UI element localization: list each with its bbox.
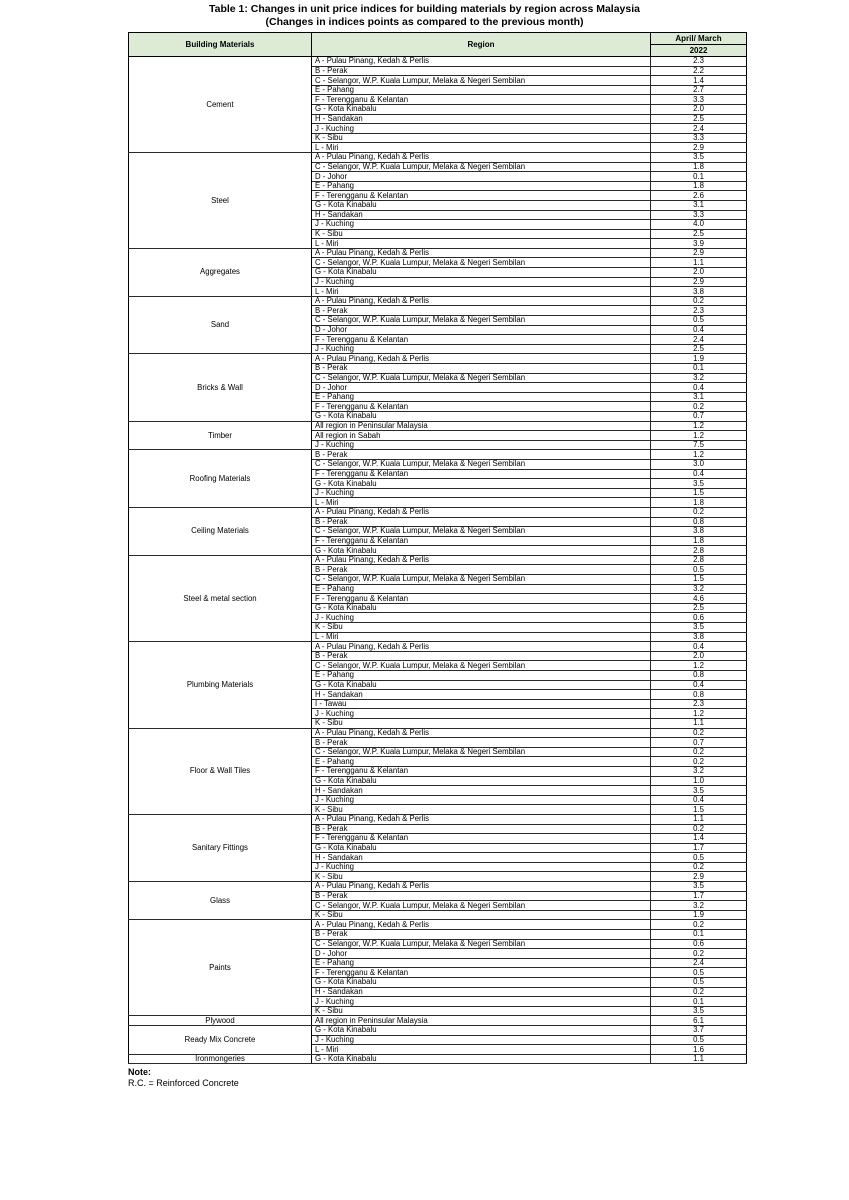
region-cell: J - Kuching	[312, 344, 651, 354]
value-cell: 2.6	[651, 191, 747, 201]
value-cell: 1.0	[651, 776, 747, 786]
value-cell: 0.2	[651, 296, 747, 306]
region-cell: B - Perak	[312, 66, 651, 76]
table-row	[129, 882, 747, 892]
region-cell: K - Sibu	[312, 1006, 651, 1016]
value-cell: 4.6	[651, 594, 747, 604]
value-cell: 0.2	[651, 728, 747, 738]
region-cell: C - Selangor, W.P. Kuala Lumpur, Melaka & Negeri Sembilan	[312, 373, 651, 383]
material-cell: Steel	[129, 152, 312, 248]
value-cell: 3.2	[651, 584, 747, 594]
region-cell: L - Miri	[312, 287, 651, 297]
region-cell: A - Pulau Pinang, Kedah & Perlis	[312, 728, 651, 738]
table-row	[129, 920, 747, 930]
material-cell: Steel & metal section	[129, 555, 312, 641]
value-cell: 2.0	[651, 268, 747, 278]
region-cell: F - Terengganu & Kelantan	[312, 766, 651, 776]
region-cell: D - Johor	[312, 172, 651, 182]
value-cell: 3.3	[651, 95, 747, 105]
value-cell: 0.5	[651, 978, 747, 988]
value-cell: 0.2	[651, 402, 747, 412]
value-cell: 2.5	[651, 229, 747, 239]
table-body	[129, 57, 747, 1064]
table-row	[129, 1025, 747, 1035]
value-cell: 1.8	[651, 162, 747, 172]
region-cell: B - Perak	[312, 824, 651, 834]
region-cell: B - Perak	[312, 364, 651, 374]
table-row	[129, 1054, 747, 1064]
region-cell: F - Terengganu & Kelantan	[312, 968, 651, 978]
region-cell: E - Pahang	[312, 85, 651, 95]
table-row	[129, 728, 747, 738]
region-cell: C - Selangor, W.P. Kuala Lumpur, Melaka & Negeri Sembilan	[312, 661, 651, 671]
region-cell: H - Sandakan	[312, 690, 651, 700]
table-row	[129, 296, 747, 306]
region-cell: K - Sibu	[312, 133, 651, 143]
region-cell: B - Perak	[312, 738, 651, 748]
region-cell: K - Sibu	[312, 872, 651, 882]
region-cell: E - Pahang	[312, 671, 651, 681]
value-cell: 0.8	[651, 671, 747, 681]
region-cell: C - Selangor, W.P. Kuala Lumpur, Melaka & Negeri Sembilan	[312, 575, 651, 585]
value-cell: 3.5	[651, 882, 747, 892]
region-cell: K - Sibu	[312, 718, 651, 728]
region-cell: B - Perak	[312, 306, 651, 316]
region-cell: G - Kota Kinabalu	[312, 268, 651, 278]
region-cell: E - Pahang	[312, 757, 651, 767]
value-cell: 3.1	[651, 200, 747, 210]
value-cell: 0.2	[651, 824, 747, 834]
value-cell: 2.9	[651, 277, 747, 287]
value-cell: 1.2	[651, 431, 747, 441]
table-row	[129, 450, 747, 460]
material-cell: Floor & Wall Tiles	[129, 728, 312, 814]
value-cell: 1.1	[651, 814, 747, 824]
region-cell: C - Selangor, W.P. Kuala Lumpur, Melaka & Negeri Sembilan	[312, 258, 651, 268]
value-cell: 2.9	[651, 248, 747, 258]
value-cell: 2.3	[651, 306, 747, 316]
value-cell: 2.8	[651, 555, 747, 565]
table-row	[129, 152, 747, 162]
table-row	[129, 248, 747, 258]
region-cell: J - Kuching	[312, 488, 651, 498]
table-row	[129, 421, 747, 431]
value-cell: 2.0	[651, 104, 747, 114]
value-cell: 2.5	[651, 603, 747, 613]
region-cell: J - Kuching	[312, 440, 651, 450]
region-cell: H - Sandakan	[312, 114, 651, 124]
value-cell: 0.7	[651, 738, 747, 748]
value-cell: 1.9	[651, 354, 747, 364]
value-cell: 0.6	[651, 613, 747, 623]
region-cell: B - Perak	[312, 565, 651, 575]
value-cell: 1.1	[651, 1054, 747, 1064]
value-cell: 0.5	[651, 1035, 747, 1045]
region-cell: E - Pahang	[312, 392, 651, 402]
value-cell: 0.1	[651, 364, 747, 374]
value-cell: 0.1	[651, 997, 747, 1007]
value-cell: 7.5	[651, 440, 747, 450]
value-cell: 2.7	[651, 85, 747, 95]
region-cell: A - Pulau Pinang, Kedah & Perlis	[312, 555, 651, 565]
value-cell: 3.5	[651, 479, 747, 489]
value-cell: 2.0	[651, 651, 747, 661]
value-cell: 0.2	[651, 507, 747, 517]
region-cell: L - Miri	[312, 1045, 651, 1055]
region-cell: G - Kota Kinabalu	[312, 978, 651, 988]
value-cell: 2.5	[651, 344, 747, 354]
value-cell: 2.3	[651, 57, 747, 67]
region-cell: All region in Sabah	[312, 431, 651, 441]
note-label: Note:	[128, 1067, 151, 1078]
region-cell: G - Kota Kinabalu	[312, 479, 651, 489]
value-cell: 1.7	[651, 891, 747, 901]
table-row	[129, 507, 747, 517]
value-cell: 0.5	[651, 853, 747, 863]
region-cell: F - Terengganu & Kelantan	[312, 536, 651, 546]
value-cell: 3.5	[651, 623, 747, 633]
value-cell: 3.2	[651, 373, 747, 383]
value-cell: 0.8	[651, 690, 747, 700]
region-cell: K - Sibu	[312, 623, 651, 633]
value-cell: 3.1	[651, 392, 747, 402]
note-text: R.C. = Reinforced Concrete	[128, 1078, 239, 1089]
value-cell: 3.7	[651, 1025, 747, 1035]
region-cell: H - Sandakan	[312, 853, 651, 863]
value-cell: 2.4	[651, 124, 747, 134]
value-cell: 1.1	[651, 718, 747, 728]
value-cell: 1.2	[651, 450, 747, 460]
region-cell: F - Terengganu & Kelantan	[312, 594, 651, 604]
table-title: Table 1: Changes in unit price indices for building materials by region across Malaysia	[208, 3, 640, 15]
region-cell: B - Perak	[312, 651, 651, 661]
value-cell: 0.1	[651, 172, 747, 182]
region-cell: A - Pulau Pinang, Kedah & Perlis	[312, 920, 651, 930]
value-cell: 4.0	[651, 220, 747, 230]
region-cell: G - Kota Kinabalu	[312, 411, 651, 421]
material-cell: Timber	[129, 421, 312, 450]
region-cell: D - Johor	[312, 949, 651, 959]
region-cell: A - Pulau Pinang, Kedah & Perlis	[312, 507, 651, 517]
table-header	[129, 33, 747, 57]
material-cell: Ceiling Materials	[129, 507, 312, 555]
material-cell: Glass	[129, 882, 312, 920]
region-cell: J - Kuching	[312, 277, 651, 287]
value-cell: 1.8	[651, 536, 747, 546]
material-cell: Plywood	[129, 1016, 312, 1026]
region-cell: J - Kuching	[312, 1035, 651, 1045]
region-cell: A - Pulau Pinang, Kedah & Perlis	[312, 57, 651, 67]
value-cell: 1.4	[651, 76, 747, 86]
value-cell: 0.1	[651, 930, 747, 940]
region-cell: L - Miri	[312, 632, 651, 642]
value-cell: 2.4	[651, 335, 747, 345]
value-cell: 3.8	[651, 632, 747, 642]
material-cell: Sanitary Fittings	[129, 814, 312, 881]
value-cell: 0.4	[651, 383, 747, 393]
table-row	[129, 1016, 747, 1026]
value-cell: 0.8	[651, 517, 747, 527]
value-cell: 0.4	[651, 680, 747, 690]
region-cell: E - Pahang	[312, 958, 651, 968]
value-cell: 1.5	[651, 575, 747, 585]
value-cell: 2.3	[651, 699, 747, 709]
value-cell: 3.2	[651, 766, 747, 776]
region-cell: K - Sibu	[312, 229, 651, 239]
material-cell: Plumbing Materials	[129, 642, 312, 728]
region-cell: B - Perak	[312, 517, 651, 527]
table-subtitle: (Changes in indices points as compared to the previous month)	[265, 16, 584, 28]
material-cell: Ready Mix Concrete	[129, 1025, 312, 1054]
region-cell: C - Selangor, W.P. Kuala Lumpur, Melaka & Negeri Sembilan	[312, 316, 651, 326]
value-cell: 0.4	[651, 795, 747, 805]
region-cell: A - Pulau Pinang, Kedah & Perlis	[312, 882, 651, 892]
value-cell: 6.1	[651, 1016, 747, 1026]
value-cell: 0.2	[651, 949, 747, 959]
value-cell: 2.5	[651, 114, 747, 124]
region-cell: L - Miri	[312, 239, 651, 249]
region-cell: G - Kota Kinabalu	[312, 603, 651, 613]
value-cell: 3.8	[651, 287, 747, 297]
region-cell: All region in Peninsular Malaysia	[312, 421, 651, 431]
region-cell: E - Pahang	[312, 181, 651, 191]
value-cell: 3.8	[651, 527, 747, 537]
value-cell: 3.9	[651, 239, 747, 249]
region-cell: F - Terengganu & Kelantan	[312, 834, 651, 844]
region-cell: G - Kota Kinabalu	[312, 104, 651, 114]
value-cell: 0.2	[651, 920, 747, 930]
material-cell: Ironmongeries	[129, 1054, 312, 1064]
table-row	[129, 555, 747, 565]
region-cell: B - Perak	[312, 891, 651, 901]
region-cell: C - Selangor, W.P. Kuala Lumpur, Melaka & Negeri Sembilan	[312, 747, 651, 757]
region-cell: J - Kuching	[312, 124, 651, 134]
region-cell: I - Tawau	[312, 699, 651, 709]
region-cell: G - Kota Kinabalu	[312, 680, 651, 690]
value-cell: 0.6	[651, 939, 747, 949]
region-cell: All region in Peninsular Malaysia	[312, 1016, 651, 1026]
region-cell: F - Terengganu & Kelantan	[312, 191, 651, 201]
value-cell: 2.9	[651, 143, 747, 153]
region-cell: H - Sandakan	[312, 987, 651, 997]
material-cell: Roofing Materials	[129, 450, 312, 508]
region-cell: G - Kota Kinabalu	[312, 200, 651, 210]
region-cell: C - Selangor, W.P. Kuala Lumpur, Melaka & Negeri Sembilan	[312, 76, 651, 86]
region-cell: A - Pulau Pinang, Kedah & Perlis	[312, 296, 651, 306]
region-cell: G - Kota Kinabalu	[312, 843, 651, 853]
value-cell: 0.7	[651, 411, 747, 421]
value-cell: 2.8	[651, 546, 747, 556]
value-cell: 0.5	[651, 316, 747, 326]
value-cell: 3.2	[651, 901, 747, 911]
value-cell: 2.4	[651, 958, 747, 968]
region-cell: F - Terengganu & Kelantan	[312, 469, 651, 479]
region-cell: C - Selangor, W.P. Kuala Lumpur, Melaka & Negeri Sembilan	[312, 459, 651, 469]
region-cell: L - Miri	[312, 143, 651, 153]
region-cell: A - Pulau Pinang, Kedah & Perlis	[312, 354, 651, 364]
value-cell: 3.5	[651, 786, 747, 796]
region-cell: J - Kuching	[312, 709, 651, 719]
value-cell: 1.4	[651, 834, 747, 844]
region-cell: F - Terengganu & Kelantan	[312, 402, 651, 412]
region-cell: D - Johor	[312, 383, 651, 393]
region-cell: C - Selangor, W.P. Kuala Lumpur, Melaka & Negeri Sembilan	[312, 939, 651, 949]
value-cell: 0.2	[651, 757, 747, 767]
material-cell: Sand	[129, 296, 312, 354]
value-cell: 1.5	[651, 488, 747, 498]
region-cell: J - Kuching	[312, 997, 651, 1007]
region-cell: A - Pulau Pinang, Kedah & Perlis	[312, 642, 651, 652]
value-cell: 2.2	[651, 66, 747, 76]
value-cell: 2.9	[651, 872, 747, 882]
region-cell: D - Johor	[312, 325, 651, 335]
value-cell: 1.2	[651, 661, 747, 671]
value-cell: 0.5	[651, 565, 747, 575]
region-cell: F - Terengganu & Kelantan	[312, 95, 651, 105]
value-cell: 3.5	[651, 152, 747, 162]
region-cell: A - Pulau Pinang, Kedah & Perlis	[312, 814, 651, 824]
header-row-1	[129, 33, 747, 45]
region-cell: C - Selangor, W.P. Kuala Lumpur, Melaka & Negeri Sembilan	[312, 162, 651, 172]
value-cell: 3.5	[651, 1006, 747, 1016]
value-cell: 0.4	[651, 469, 747, 479]
material-cell: Cement	[129, 57, 312, 153]
table-row	[129, 57, 747, 67]
value-cell: 0.5	[651, 968, 747, 978]
building-materials-table	[128, 32, 747, 1064]
region-cell: A - Pulau Pinang, Kedah & Perlis	[312, 248, 651, 258]
region-cell: G - Kota Kinabalu	[312, 776, 651, 786]
note-block	[128, 1067, 849, 1088]
value-cell: 3.0	[651, 459, 747, 469]
table-row	[129, 814, 747, 824]
region-cell: B - Perak	[312, 930, 651, 940]
region-cell: E - Pahang	[312, 584, 651, 594]
table-row	[129, 354, 747, 364]
header-region: Region	[312, 33, 651, 57]
value-cell: 1.9	[651, 910, 747, 920]
value-cell: 1.8	[651, 498, 747, 508]
region-cell: K - Sibu	[312, 910, 651, 920]
region-cell: C - Selangor, W.P. Kuala Lumpur, Melaka & Negeri Sembilan	[312, 527, 651, 537]
region-cell: G - Kota Kinabalu	[312, 1054, 651, 1064]
value-cell: 1.2	[651, 421, 747, 431]
value-cell: 0.4	[651, 642, 747, 652]
header-building-materials: Building Materials	[129, 33, 312, 57]
value-cell: 0.2	[651, 862, 747, 872]
header-period-year: 2022	[651, 45, 747, 57]
region-cell: G - Kota Kinabalu	[312, 1025, 651, 1035]
region-cell: J - Kuching	[312, 795, 651, 805]
value-cell: 3.3	[651, 210, 747, 220]
value-cell: 1.7	[651, 843, 747, 853]
value-cell: 1.1	[651, 258, 747, 268]
material-cell: Aggregates	[129, 248, 312, 296]
region-cell: G - Kota Kinabalu	[312, 546, 651, 556]
value-cell: 3.3	[651, 133, 747, 143]
region-cell: A - Pulau Pinang, Kedah & Perlis	[312, 152, 651, 162]
value-cell: 0.4	[651, 325, 747, 335]
value-cell: 1.6	[651, 1045, 747, 1055]
value-cell: 1.8	[651, 181, 747, 191]
region-cell: L - Miri	[312, 498, 651, 508]
value-cell: 0.2	[651, 987, 747, 997]
region-cell: J - Kuching	[312, 862, 651, 872]
region-cell: K - Sibu	[312, 805, 651, 815]
region-cell: H - Sandakan	[312, 786, 651, 796]
region-cell: J - Kuching	[312, 220, 651, 230]
header-period-month: April/ March	[651, 33, 747, 45]
region-cell: H - Sandakan	[312, 210, 651, 220]
value-cell: 1.2	[651, 709, 747, 719]
table-row	[129, 642, 747, 652]
region-cell: B - Perak	[312, 450, 651, 460]
region-cell: J - Kuching	[312, 613, 651, 623]
material-cell: Bricks & Wall	[129, 354, 312, 421]
value-cell: 0.2	[651, 747, 747, 757]
region-cell: C - Selangor, W.P. Kuala Lumpur, Melaka & Negeri Sembilan	[312, 901, 651, 911]
region-cell: F - Terengganu & Kelantan	[312, 335, 651, 345]
value-cell: 1.5	[651, 805, 747, 815]
material-cell: Paints	[129, 920, 312, 1016]
